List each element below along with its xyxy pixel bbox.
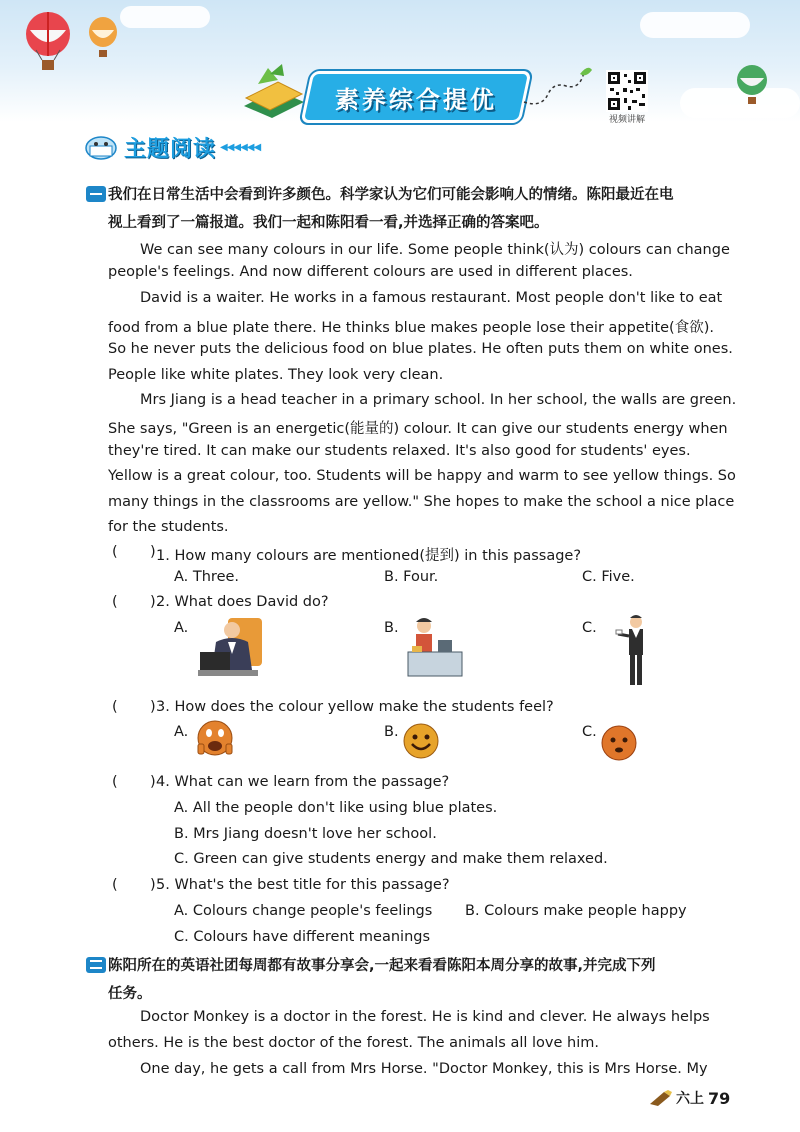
scared-face-icon[interactable]: [196, 718, 234, 758]
option-a[interactable]: A. Colours change people's feelings: [174, 903, 433, 919]
shop-assistant-image[interactable]: [402, 614, 464, 680]
qr-caption: 视频讲解: [608, 115, 645, 125]
section-title-dots: ◀◀◀◀◀◀: [220, 141, 261, 153]
cloud: [640, 12, 750, 38]
part2-intro-line: 任务。: [108, 986, 152, 1002]
question-stem: 5. What's the best title for this passage?: [156, 877, 450, 893]
passage1-line: people's feelings. And now different colours are used in different places.: [108, 264, 633, 280]
passage2-line: Doctor Monkey is a doctor in the forest. He is kind and clever. He always helps: [140, 1009, 710, 1025]
question-stem: 4. What can we learn from the passage?: [156, 774, 450, 790]
qr-code-icon[interactable]: [606, 70, 648, 112]
answer-bracket-close: ): [150, 594, 156, 610]
page-number: 79: [708, 1088, 731, 1108]
part1-intro-line: 视上看到了一篇报道。我们一起和陈阳看一看,并选择正确的答案吧。: [108, 215, 549, 231]
option-c[interactable]: C. Five.: [582, 569, 635, 585]
option-b[interactable]: B.: [384, 724, 399, 740]
answer-bracket-close: ): [150, 544, 156, 560]
option-b[interactable]: B. Colours make people happy: [465, 903, 687, 919]
waiter-image[interactable]: [614, 612, 654, 688]
office-worker-image[interactable]: [198, 614, 266, 678]
passage1-line: Yellow is a great colour, too. Students will be happy and warm to see yellow things. So: [108, 468, 736, 484]
happy-face-icon[interactable]: [402, 722, 440, 760]
option-c[interactable]: C. Colours have different meanings: [174, 929, 431, 945]
pencil-icon: [650, 1090, 672, 1106]
option-b[interactable]: B. Mrs Jiang doesn't love her school.: [174, 826, 437, 842]
answer-bracket-close: ): [150, 774, 156, 790]
passage1-line: People like white plates. They look very clean.: [108, 367, 444, 383]
header-banner: [0, 0, 800, 125]
passage2-line: One day, he gets a call from Mrs Horse. "Doctor Monkey, this is Mrs Horse. My: [140, 1061, 708, 1077]
reading-mascot-icon: [84, 134, 118, 160]
section-title: 主题阅读: [124, 136, 217, 162]
option-b[interactable]: B.: [384, 620, 399, 636]
passage1-line: many things in the classrooms are yellow." She hopes to make the school a nice place: [108, 494, 735, 510]
bored-face-icon[interactable]: [600, 724, 638, 762]
option-c[interactable]: C.: [582, 724, 597, 740]
hot-air-balloons-icon: [20, 10, 120, 78]
option-a[interactable]: A.: [174, 724, 189, 740]
passage1-line: they're tired. It can make our students relaxed. It's also good for students' eyes.: [108, 443, 691, 459]
answer-bracket-open[interactable]: (: [112, 594, 118, 610]
question-stem: 1. How many colours are mentioned(提到) in this passage?: [156, 548, 582, 564]
hot-air-balloon-icon: [734, 64, 770, 108]
passage1-line: food from a blue plate there. He thinks blue makes people lose their appetite(食欲).: [108, 320, 714, 336]
question-stem: 3. How does the colour yellow make the students feel?: [156, 699, 554, 715]
part-one-marker: [86, 186, 106, 202]
option-c[interactable]: C. Green can give students energy and make them relaxed.: [174, 851, 608, 867]
passage1-line: Mrs Jiang is a head teacher in a primary school. In her school, the walls are green.: [140, 392, 737, 408]
answer-bracket-close: ): [150, 699, 156, 715]
passage1-line: So he never puts the delicious food on blue plates. He often puts them on white ones.: [108, 341, 733, 357]
option-a[interactable]: A. Three.: [174, 569, 240, 585]
section-header: [84, 130, 260, 164]
answer-bracket-open[interactable]: (: [112, 544, 118, 560]
answer-bracket-open[interactable]: (: [112, 699, 118, 715]
option-b[interactable]: B. Four.: [384, 569, 439, 585]
option-a[interactable]: A. All the people don't like using blue plates.: [174, 800, 498, 816]
part2-intro-line: 陈阳所在的英语社团每周都有故事分享会,一起来看看陈阳本周分享的故事,并完成下列: [108, 958, 656, 974]
leaf-swirl-icon: [522, 64, 592, 110]
passage1-line: for the students.: [108, 519, 229, 535]
part1-intro-line: 我们在日常生活中会看到许多颜色。科学家认为它们可能会影响人的情绪。陈阳最近在电: [108, 187, 674, 203]
passage1-line: We can see many colours in our life. Some people think(认为) colours can change: [140, 242, 730, 258]
passage2-line: others. He is the best doctor of the forest. The animals all love him.: [108, 1035, 599, 1051]
books-icon: [238, 62, 310, 118]
answer-bracket-close: ): [150, 877, 156, 893]
passage1-line: She says, "Green is an energetic(能量的) colour. It can give our students energy when: [108, 421, 728, 437]
cloud: [120, 6, 210, 28]
part-two-marker: [86, 957, 106, 973]
option-a[interactable]: A.: [174, 620, 189, 636]
page-title: 素养综合提优: [335, 85, 497, 114]
title-plate: [300, 71, 531, 123]
passage1-line: David is a waiter. He works in a famous restaurant. Most people don't like to eat: [140, 290, 723, 306]
answer-bracket-open[interactable]: (: [112, 877, 118, 893]
question-stem: 2. What does David do?: [156, 594, 329, 610]
answer-bracket-open[interactable]: (: [112, 774, 118, 790]
option-c[interactable]: C.: [582, 620, 597, 636]
page-footer: [650, 1088, 730, 1108]
grade-label: 六上: [676, 1091, 704, 1107]
